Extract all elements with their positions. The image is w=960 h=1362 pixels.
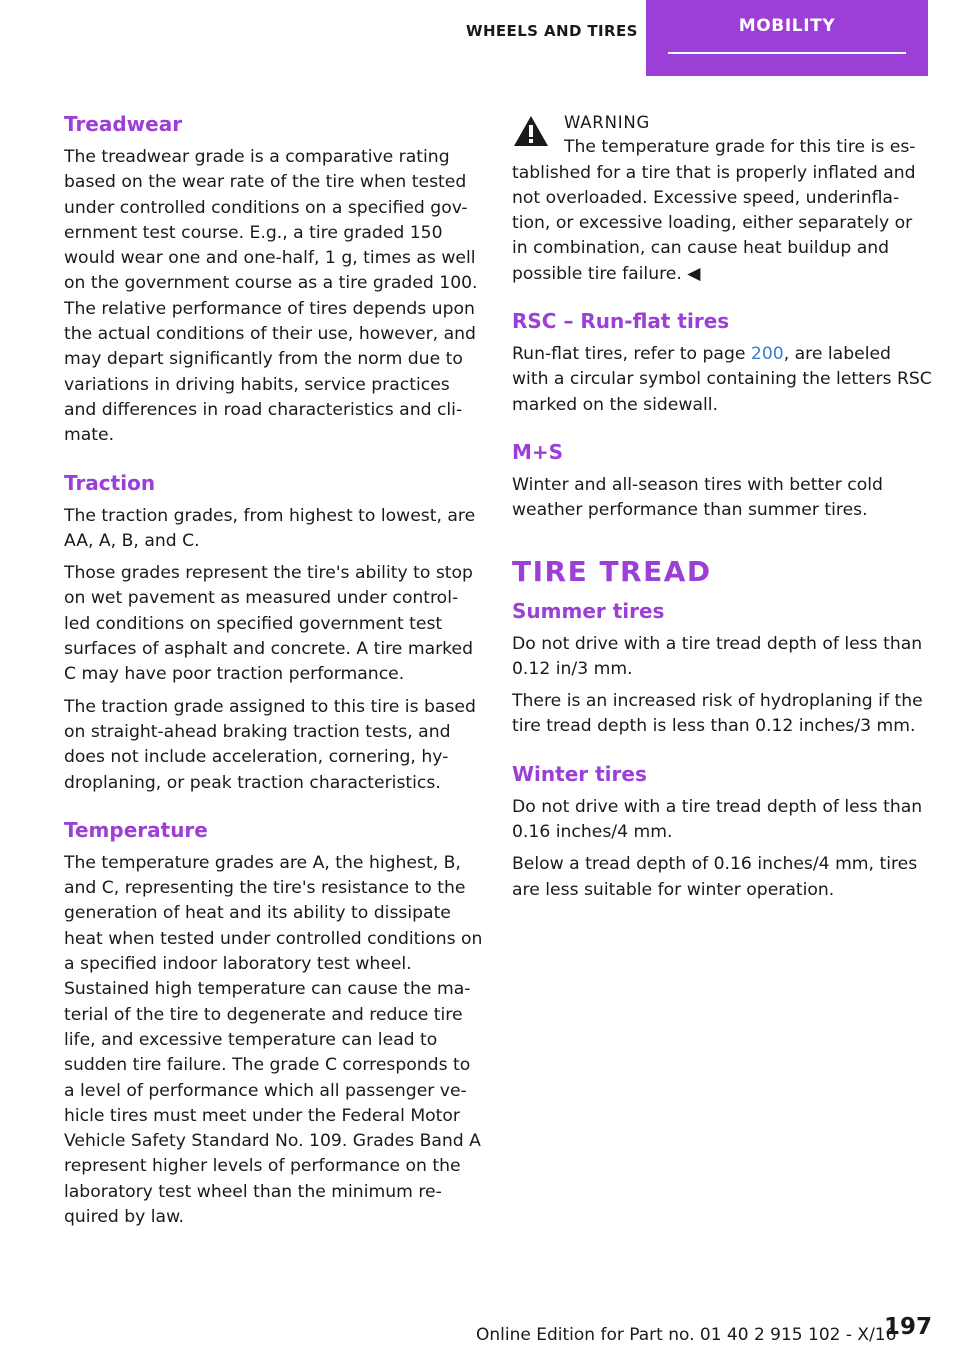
traction-paragraph-1: The traction grades, from highest to lowest, are AA, A, B, and C. xyxy=(64,505,476,551)
summer-paragraph-2: There is an increased risk of hydroplaning if the tire tread depth is less than 0.12 inches/3 mm. xyxy=(512,691,923,737)
winter-paragraph-2: Below a tread depth of 0.16 inches/4 mm, tires are less suitable for winter operation. xyxy=(512,854,918,900)
warning-triangle-icon xyxy=(512,114,550,148)
page-number: 197 xyxy=(884,1314,933,1340)
warning-box xyxy=(512,110,932,287)
chapter-tab-label: MOBILITY xyxy=(668,0,906,54)
heading-tire-tread: TIRE TREAD xyxy=(512,554,712,588)
heading-rsc: RSC – Run-flat tires xyxy=(512,309,730,334)
heading-traction: Traction xyxy=(64,470,156,495)
page-link[interactable]: 200 xyxy=(750,344,784,365)
heading-treadwear: Treadwear xyxy=(64,112,183,136)
traction-paragraph-3: The traction grade assigned to this tire is based on straight-ahead braking traction tests, and does not include acceleration, cornering, hy-droplaning, or peak traction characteristics. xyxy=(64,696,476,793)
right-column xyxy=(512,110,932,903)
footer-edition: Online Edition for Part no. 01 40 2 915 102 - X/16 xyxy=(476,1325,897,1345)
treadwear-paragraph: The treadwear grade is a comparative rating based on the wear rate of the tire when tested under controlled conditions on a specified gov-ernment test course. E.g., a tire graded 150 would wear one and one-half, 1 g, times as well on the government course as a tire graded 100. The relative performance of tires depends upon the actual conditions of their use, however, and may depart significantly from the norm due to variations in driving habits, service practices and differences in road characteristics and cli-mate. xyxy=(64,147,478,446)
temperature-paragraph: The temperature grades are A, the highest, B, and C, representing the tire's resistance to the generation of heat and its ability to dissipate heat when tested under controlled conditions on a specified indoor laboratory test wheel. Sustained high temperature can cause the ma-terial of the tire to degenerate and reduce tire life, and excessive temperature can lead to sudden tire failure. The grade C corresponds to a level of performance which all passenger ve-hicle tires must meet under the Federal Motor Vehicle Safety Standard No. 109. Grades Band A represent higher levels of performance on the laboratory test wheel than the minimum re-quired by law. xyxy=(64,852,483,1227)
section-title: WHEELS AND TIRES xyxy=(466,22,638,40)
warning-title: WARNING xyxy=(564,113,651,132)
heading-temperature: Temperature xyxy=(64,817,208,842)
traction-paragraph-2: Those grades represent the tire's ability to stop on wet pavement as measured under control-led conditions on specified government test surfaces of asphalt and concrete. A tire marked C may have poor traction performance. xyxy=(64,563,474,685)
left-column xyxy=(64,110,484,1230)
heading-summer-tires: Summer tires xyxy=(512,598,665,623)
summer-paragraph-1: Do not drive with a tire tread depth of less than 0.12 in/3 mm. xyxy=(512,633,923,679)
heading-ms: M+S xyxy=(512,439,564,464)
rsc-paragraph: Run-flat tires, refer to page 200, are labeled with a circular symbol containing the letters RSC marked on the sidewall. xyxy=(512,344,932,415)
winter-paragraph-1: Do not drive with a tire tread depth of less than 0.16 inches/4 mm. xyxy=(512,796,923,843)
chapter-tab[interactable] xyxy=(646,0,928,76)
end-mark-icon: ◀ xyxy=(687,263,701,284)
heading-winter-tires: Winter tires xyxy=(512,761,647,786)
ms-paragraph: Winter and all-season tires with better cold weather performance than summer tires. xyxy=(512,474,883,521)
warning-text-first-line: The temperature grade for this tire is es- xyxy=(564,137,916,158)
warning-text: tablished for a tire that is properly inflated and not overloaded. Excessive speed, underinfla-tion, or excessive loading, either separately or in combination, can cause heat buildup and possible tire failure. xyxy=(512,162,916,284)
